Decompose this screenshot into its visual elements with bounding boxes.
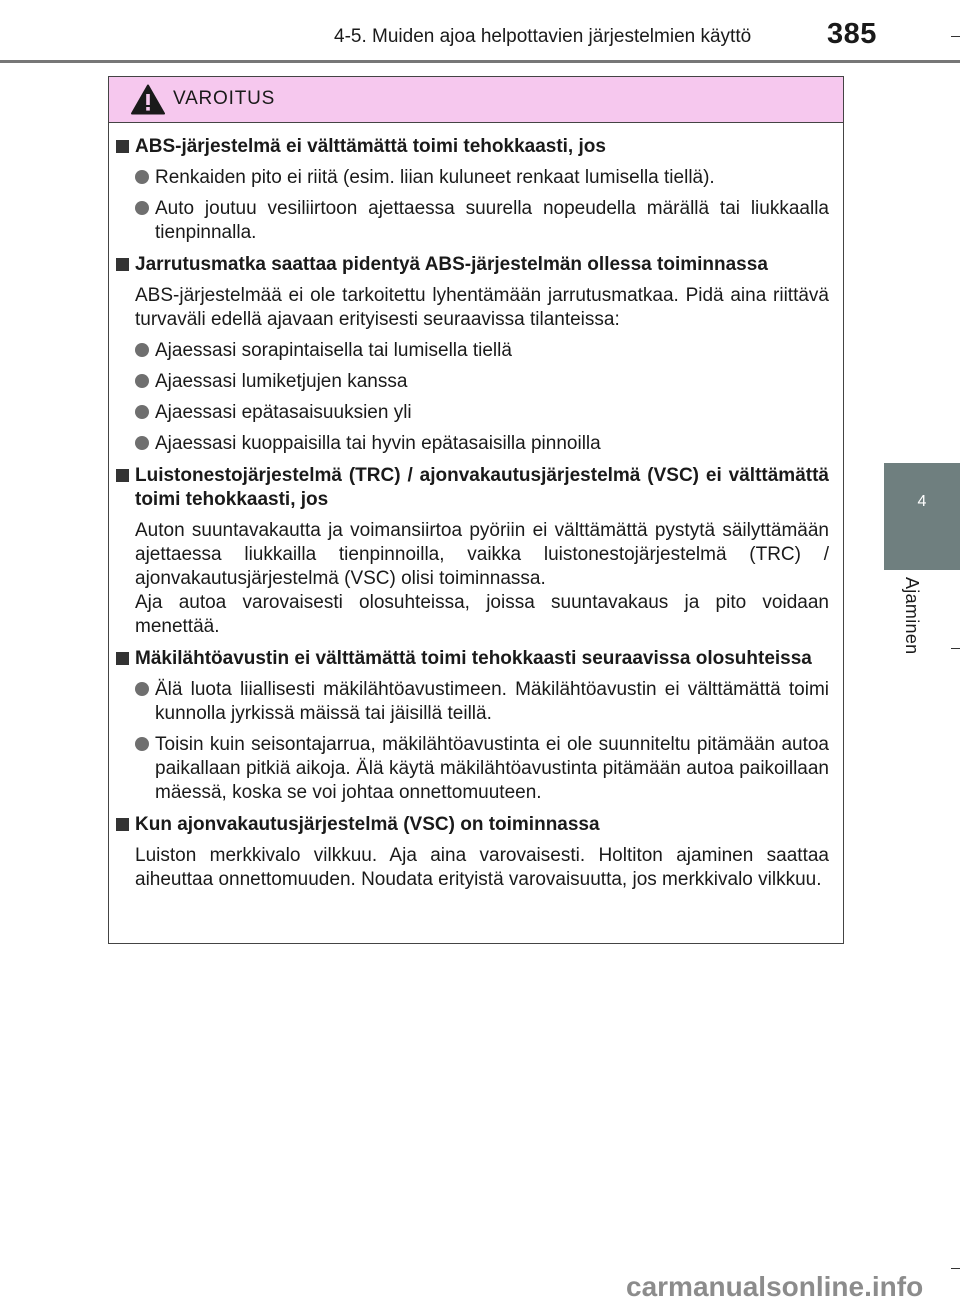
chapter-tab[interactable] — [884, 463, 960, 570]
list-item-text: Ajaessasi epätasaisuuksien yli — [155, 402, 412, 423]
list-item — [135, 370, 829, 394]
section-heading: ABS-järjestelmä ei välttämättä toimi tehokkaasti, jos — [135, 136, 606, 157]
round-bullet-icon — [135, 343, 149, 357]
header-divider — [0, 60, 960, 63]
round-bullet-icon — [135, 682, 149, 696]
section-paragraph: ABS-järjestelmää ei ole tarkoitettu lyhentämään jarrutusmatkaa. Pidä aina riittävä turvaväli edellä ajavaan erityisesti seuraavissa tilanteissa: — [135, 285, 829, 330]
list-item — [135, 678, 829, 726]
section-paragraph: Aja autoa varovaisesti olosuhteissa, joissa suuntavakaus ja pito voidaan menettää. — [135, 592, 829, 637]
list-item — [135, 166, 829, 190]
round-bullet-icon — [135, 170, 149, 184]
page-number: 385 — [827, 18, 877, 50]
section-paragraph: Auton suuntavakautta ja voimansiirtoa pyöriin ei välttämättä pystytä säilyttämään ajettaessa liukkailla tienpinnoilla, vaikka luistonestojärjestelmä (TRC) / ajonvakautusjärjestelmä (VSC) olisi toiminnassa. — [135, 520, 829, 589]
round-bullet-icon — [135, 201, 149, 215]
list-item-text: Ajaessasi lumiketjujen kanssa — [155, 371, 408, 392]
warning-triangle-icon — [131, 84, 165, 115]
warning-label: VAROITUS — [173, 88, 276, 109]
round-bullet-icon — [135, 374, 149, 388]
warning-body — [109, 135, 843, 900]
list-item — [135, 339, 829, 363]
square-bullet-icon — [116, 652, 129, 665]
list-item-text: Auto joutuu vesiliirtoon ajettaessa suurella nopeudella märällä tai liukkaalla tienpinnalla. — [155, 198, 829, 243]
edge-mark — [951, 36, 960, 37]
square-bullet-icon — [116, 469, 129, 482]
round-bullet-icon — [135, 737, 149, 751]
list-item-text: Ajaessasi sorapintaisella tai lumisella tiellä — [155, 340, 512, 361]
list-item — [135, 432, 829, 456]
section-heading: Jarrutusmatka saattaa pidentyä ABS-järjestelmän ollessa toiminnassa — [135, 254, 768, 275]
list-item-text: Älä luota liiallisesti mäkilähtöavustimeen. Mäkilähtöavustin ei välttämättä toimi kunnolla jyrkissä mäissä tai jäisillä teillä. — [155, 679, 829, 724]
section-heading: Kun ajonvakautusjärjestelmä (VSC) on toiminnassa — [135, 814, 600, 835]
section-paragraph: Luiston merkkivalo vilkkuu. Aja aina varovaisesti. Holtiton ajaminen saattaa aiheuttaa onnettomuuden. Noudata erityistä varovaisuutta, jos merkkivalo vilkkuu. — [135, 845, 829, 890]
warning-section — [109, 813, 843, 892]
list-item — [135, 733, 829, 805]
square-bullet-icon — [116, 818, 129, 831]
warning-section — [109, 135, 843, 245]
round-bullet-icon — [135, 405, 149, 419]
warning-section — [109, 647, 843, 805]
chapter-number: 4 — [917, 493, 927, 510]
warning-section — [109, 253, 843, 456]
watermark-text: carmanualsonline.info — [626, 1271, 924, 1302]
square-bullet-icon — [116, 258, 129, 271]
warning-header — [109, 77, 843, 123]
square-bullet-icon — [116, 140, 129, 153]
chapter-label: Ajaminen — [902, 577, 922, 655]
list-item-text: Renkaiden pito ei riitä (esim. liian kuluneet renkaat lumisella tiellä). — [155, 167, 715, 188]
section-heading: Mäkilähtöavustin ei välttämättä toimi tehokkaasti seuraavissa olosuhteissa — [135, 648, 812, 669]
list-item-text: Toisin kuin seisontajarrua, mäkilähtöavustinta ei ole suunniteltu pitämään autoa paikallaan pitkiä aikoja. Älä käytä mäkilähtöavustinta pitämään autoa paikoillaan mäessä, koska se voi johtaa onnettomuuteen. — [155, 734, 829, 803]
list-item — [135, 401, 829, 425]
warning-box — [108, 76, 844, 944]
list-item-text: Ajaessasi kuoppaisilla tai hyvin epätasaisilla pinnoilla — [155, 433, 601, 454]
list-item — [135, 197, 829, 245]
round-bullet-icon — [135, 436, 149, 450]
section-title: 4-5. Muiden ajoa helpottavien järjestelmien käyttö — [334, 26, 752, 47]
warning-section — [109, 464, 843, 639]
edge-mark — [951, 1268, 960, 1269]
section-heading: Luistonestojärjestelmä (TRC) / ajonvakautusjärjestelmä (VSC) ei välttämättä toimi tehokkaasti, jos — [135, 465, 829, 510]
edge-mark — [951, 648, 960, 649]
